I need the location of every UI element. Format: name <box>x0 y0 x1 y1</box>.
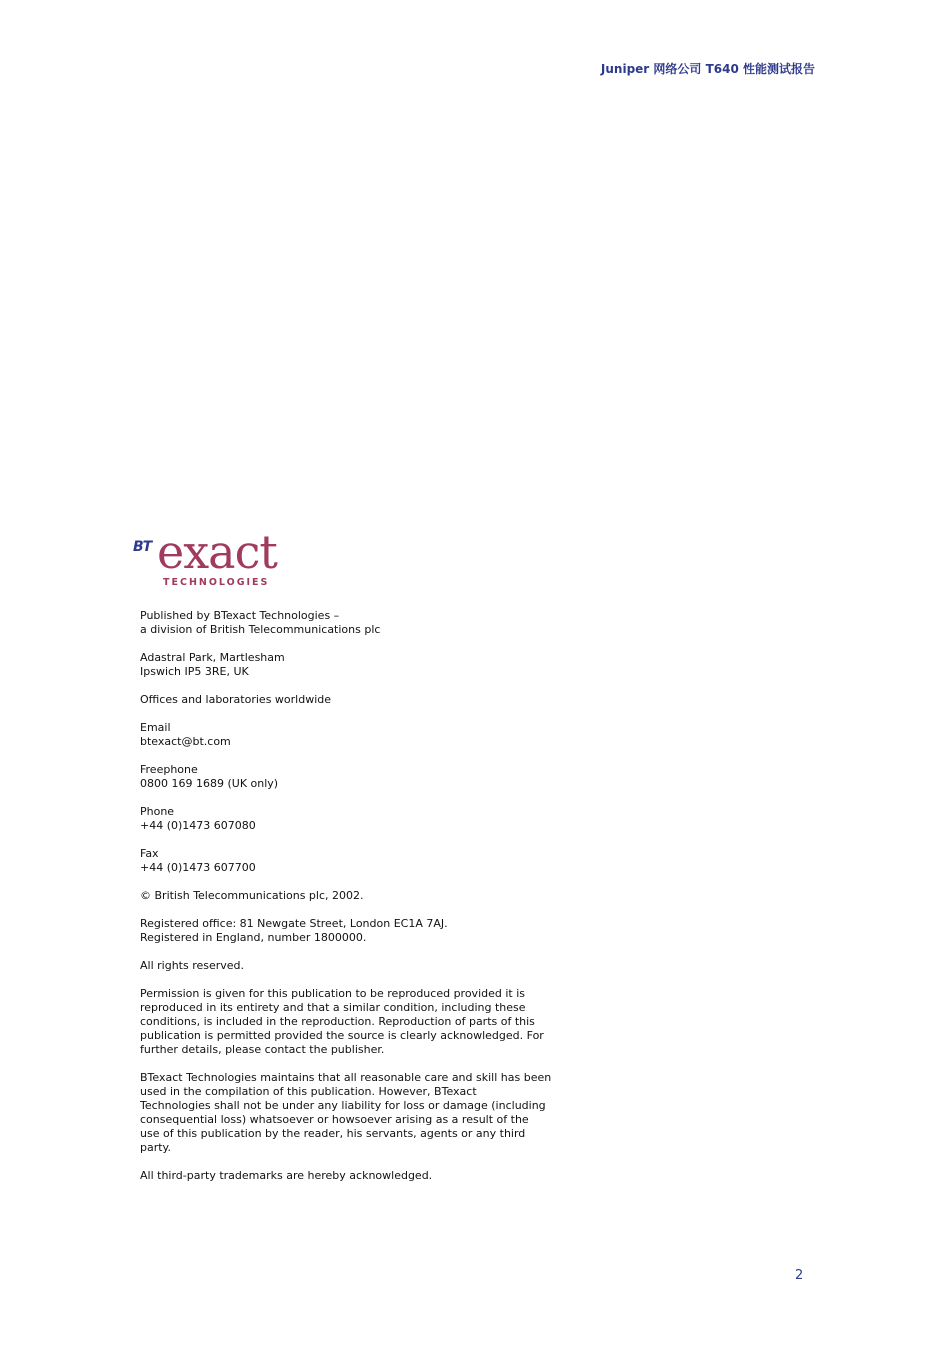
fax-contact: Fax +44 (0)1473 607700 <box>140 847 256 874</box>
disclaimer-paragraph: BTexact Technologies maintains that all reasonable care and skill has been used in the compilation of this publication. However, BTexact Technologies shall not be under any liability for loss or damage (including consequential loss) whatsoever or howsoever arising as a result of the use of this publication by the reader, his servants, agents or any third party. <box>140 1071 552 1154</box>
page-header-title: Juniper 网络公司 T640 性能测试报告 <box>600 62 815 76</box>
postal-address: Adastral Park, Martlesham Ipswich IP5 3RE, UK <box>140 651 285 678</box>
published-by: Published by BTexact Technologies – a division of British Telecommunications plc <box>140 609 381 636</box>
phone-contact: Phone +44 (0)1473 607080 <box>140 805 256 832</box>
registered-office: Registered office: 81 Newgate Street, London EC1A 7AJ. Registered in England, number 1800000. <box>140 917 448 944</box>
trademarks-notice: All third-party trademarks are hereby acknowledged. <box>140 1169 433 1182</box>
imprint-block <box>140 609 552 1197</box>
freephone-contact: Freephone 0800 169 1689 (UK only) <box>140 763 279 790</box>
logo-exact-text: exact <box>157 525 277 579</box>
email-contact: Email btexact@bt.com <box>140 721 231 748</box>
rights-reserved: All rights reserved. <box>140 959 245 972</box>
copyright-notice: © British Telecommunications plc, 2002. <box>140 889 364 902</box>
page-number: 2 <box>795 1268 804 1283</box>
btexact-logo <box>132 525 292 591</box>
permission-paragraph: Permission is given for this publication to be reproduced provided it is reproduced in its entirety and that a similar condition, including these conditions, is included in the reproduction. Reproduction of parts of this publication is permitted provided the source is clearly acknowledged. For further details, please contact the publisher. <box>140 987 544 1056</box>
logo-technologies-text: TECHNOLOGIES <box>163 577 270 588</box>
logo-bt-text: BT <box>133 539 152 555</box>
offices-note: Offices and laboratories worldwide <box>140 693 332 706</box>
